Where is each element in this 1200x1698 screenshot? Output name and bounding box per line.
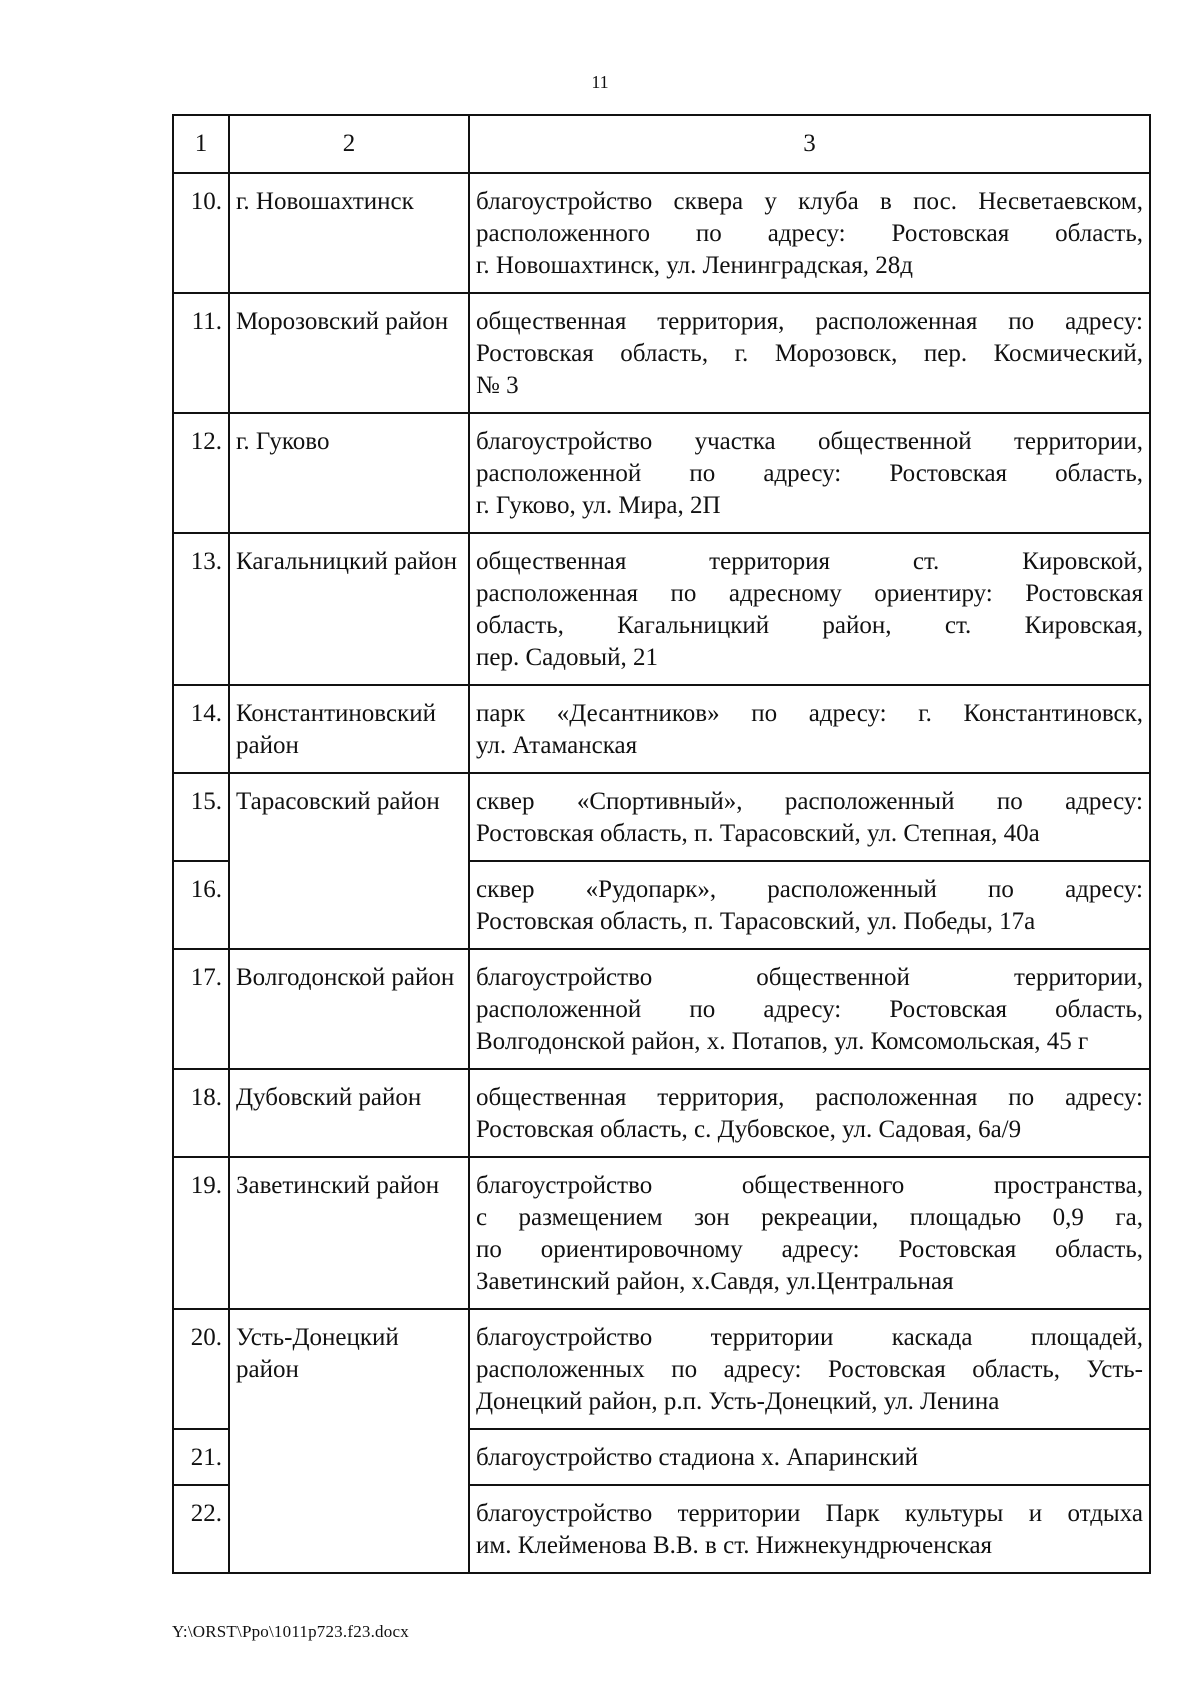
row-description — [469, 1309, 1150, 1429]
row-area: Тарасовский район — [229, 773, 469, 949]
header-col-3: 3 — [469, 115, 1150, 173]
footer-file-path: Y:\ORST\Ppo\1011p723.f23.docx — [172, 1622, 409, 1641]
description-line: Ростовская область, с. Дубовское, ул. Садовая, 6а/9 — [476, 1116, 1022, 1143]
row-description — [469, 1429, 1150, 1485]
table-row — [173, 1157, 1150, 1309]
table-header-row — [173, 115, 1150, 173]
row-number: 16. — [173, 861, 229, 949]
description-line: расположенной по адресу: Ростовская область, — [476, 460, 1143, 487]
districts-table — [172, 114, 1151, 1574]
description-line: область, Кагальницкий район, ст. Кировская, — [476, 612, 1143, 639]
description-line: благоустройство территории Парк культуры и отдыха — [476, 1500, 1143, 1527]
table-row — [173, 533, 1150, 685]
description-line: благоустройство общественной территории, — [476, 964, 1143, 991]
description-line: общественная территория, расположенная по адресу: — [476, 308, 1143, 335]
row-area: г. Гуково — [229, 413, 469, 533]
row-area: Заветинский район — [229, 1157, 469, 1309]
row-description — [469, 773, 1150, 861]
row-area: Усть-Донецкий район — [229, 1309, 469, 1573]
description-line: Ростовская область, п. Тарасовский, ул. Победы, 17а — [476, 908, 1036, 935]
page-number: 11 — [591, 72, 609, 92]
description-line: парк «Десантников» по адресу: г. Константиновск, — [476, 700, 1143, 727]
description-line: благоустройство участка общественной территории, — [476, 428, 1143, 455]
description-line: Донецкий район, р.п. Усть-Донецкий, ул. Ленина — [476, 1388, 1000, 1415]
table-row — [173, 173, 1150, 293]
description-line: Волгодонской район, х. Потапов, ул. Комсомольская, 45 г — [476, 1028, 1089, 1055]
table-row — [173, 949, 1150, 1069]
row-description — [469, 293, 1150, 413]
description-line: г. Новошахтинск, ул. Ленинградская, 28д — [476, 252, 913, 279]
description-line: г. Гуково, ул. Мира, 2П — [476, 492, 721, 519]
row-number: 21. — [173, 1429, 229, 1485]
description-line: № 3 — [476, 372, 519, 399]
description-line: благоустройство стадиона х. Апаринский — [476, 1444, 918, 1471]
row-area: г. Новошахтинск — [229, 173, 469, 293]
row-number: 17. — [173, 949, 229, 1069]
row-description — [469, 1069, 1150, 1157]
description-line: пер. Садовый, 21 — [476, 644, 658, 671]
description-line: Ростовская область, п. Тарасовский, ул. Степная, 40а — [476, 820, 1040, 847]
description-line: расположенной по адресу: Ростовская область, — [476, 996, 1143, 1023]
row-area: Константиновский район — [229, 685, 469, 773]
table-row — [173, 685, 1150, 773]
row-area: Кагальницкий район — [229, 533, 469, 685]
description-line: благоустройство территории каскада площадей, — [476, 1324, 1143, 1351]
row-number: 22. — [173, 1485, 229, 1573]
description-line: расположенная по адресному ориентиру: Ростовская — [476, 580, 1143, 607]
row-number: 19. — [173, 1157, 229, 1309]
description-line: Заветинский район, х.Савдя, ул.Центральная — [476, 1268, 954, 1295]
row-description — [469, 173, 1150, 293]
row-number: 13. — [173, 533, 229, 685]
description-line: общественная территория ст. Кировской, — [476, 548, 1143, 575]
row-number: 10. — [173, 173, 229, 293]
row-description — [469, 1157, 1150, 1309]
row-number: 14. — [173, 685, 229, 773]
description-line: ул. Атаманская — [476, 732, 638, 759]
row-description — [469, 533, 1150, 685]
description-line: им. Клейменова В.В. в ст. Нижнекундрюченская — [476, 1532, 993, 1559]
description-line: с размещением зон рекреации, площадью 0,9 га, — [476, 1204, 1143, 1231]
table-row — [173, 1309, 1150, 1429]
table-row — [173, 1069, 1150, 1157]
row-description — [469, 685, 1150, 773]
row-description — [469, 413, 1150, 533]
row-area: Морозовский район — [229, 293, 469, 413]
description-line: по ориентировочному адресу: Ростовская область, — [476, 1236, 1143, 1263]
row-area: Дубовский район — [229, 1069, 469, 1157]
row-description — [469, 861, 1150, 949]
description-line: Ростовская область, г. Морозовск, пер. Космический, — [476, 340, 1143, 367]
row-number: 20. — [173, 1309, 229, 1429]
header-col-2: 2 — [229, 115, 469, 173]
row-number: 18. — [173, 1069, 229, 1157]
description-line: расположенных по адресу: Ростовская область, Усть- — [476, 1356, 1143, 1383]
description-line: общественная территория, расположенная по адресу: — [476, 1084, 1143, 1111]
row-description — [469, 949, 1150, 1069]
table-row — [173, 773, 1150, 861]
description-line: сквер «Спортивный», расположенный по адресу: — [476, 788, 1143, 815]
row-number: 11. — [173, 293, 229, 413]
row-number: 12. — [173, 413, 229, 533]
table-row — [173, 413, 1150, 533]
description-line: расположенного по адресу: Ростовская область, — [476, 220, 1143, 247]
row-description — [469, 1485, 1150, 1573]
description-line: благоустройство общественного пространства, — [476, 1172, 1143, 1199]
row-number: 15. — [173, 773, 229, 861]
description-line: сквер «Рудопарк», расположенный по адресу: — [476, 876, 1143, 903]
table-row — [173, 293, 1150, 413]
header-col-1: 1 — [173, 115, 229, 173]
description-line: благоустройство сквера у клуба в пос. Несветаевском, — [476, 188, 1143, 215]
row-area: Волгодонской район — [229, 949, 469, 1069]
